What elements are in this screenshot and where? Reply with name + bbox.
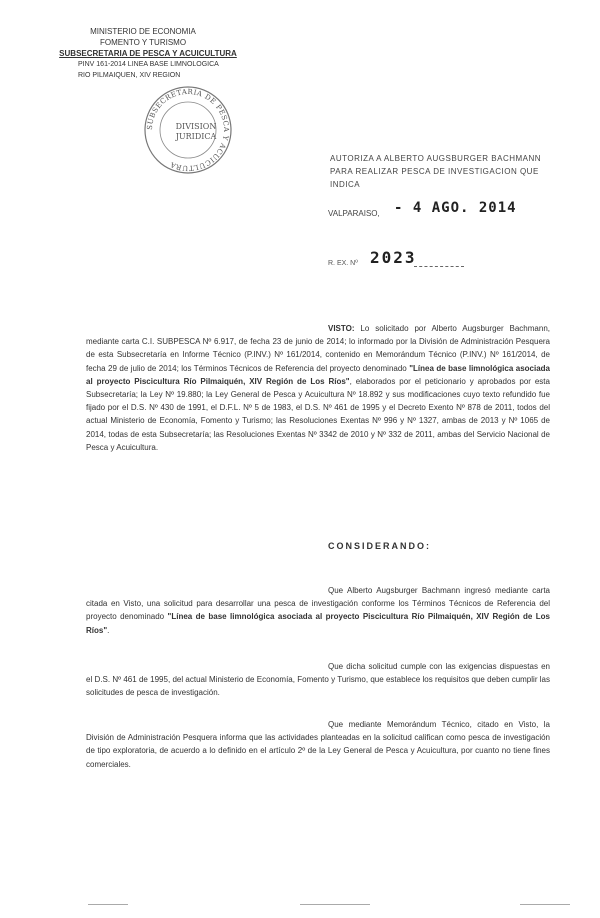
stamp-center-line2: JURIDICA [175, 132, 217, 141]
letterhead-ministry: MINISTERIO DE ECONOMIA [90, 27, 196, 36]
footer-mark [88, 904, 128, 905]
letterhead-ministry-sub: FOMENTO Y TURISMO [99, 38, 187, 47]
footer-mark [520, 904, 570, 905]
resolution-label: R. EX. Nº [328, 260, 358, 267]
stamp-center [170, 122, 222, 142]
stamp-center-line1: DIVISION [175, 122, 217, 131]
letterhead [58, 26, 248, 81]
considerando-p1-project: "Línea de base limnológica asociada al proyecto Piscicultura Río Pilmaiquén, XIV Región de Los Ríos" [86, 612, 550, 635]
visto-label: VISTO: [328, 324, 355, 333]
considerando-p3-text: Que mediante Memorándum Técnico, citado en Visto, la División de Administración Pesquera informa que las actividades planteadas en la solicitud califican como pesca de investigación de tipo exploratoria, de acuerdo a lo definido en el artículo 2º de la Ley General de Pesca y Acuicultura, por cuanto no tiene fines comerciales. [86, 720, 550, 769]
visto-paragraph [86, 322, 550, 454]
footer-scan-marks [0, 900, 600, 910]
resolution-number-line [328, 248, 528, 274]
footer-mark [300, 904, 370, 905]
resolution-number: 2023 [370, 248, 417, 267]
visto-project-name: "Línea de base limnológica asociada al proyecto Piscicultura Río Pilmaiquén, XIV Región de Los Ríos" [86, 363, 551, 386]
date-line [328, 200, 528, 224]
visto-text-b: , elaborados por el peticionario y aprobados por esta Subsecretaría; la Ley Nº 19.880; la Ley General de Pesca y Acuicultura Nº 18.892 y sus modificaciones cuyo texto refundido fue fijado por el D.S. Nº 430 de 1991, el D.F.L. Nº 5 de 1983, el D.S. Nº 461 de 1995 y el Decreto Exento Nº 878 de 2011, todos del actual Ministerio de Economía, Fomento y Turismo; las Resoluciones Exentas Nº 996 y Nº 1327, ambas de 2013 y Nº 1065 de 2014, todas de esta Subsecretaría; las Resoluciones Exentas Nº 3342 de 2010 y Nº 332 de 2011, ambas del Servicio Nacional de Pesca y Acuicultura. [86, 376, 550, 452]
visto-text-a: Lo solicitado por Alberto Augsburger Bachmann, mediante carta C.I. SUBPESCA Nº 6.917, de fecha 23 de junio de 2014; lo informado por la División de Administración Pesquera de esta Subsecretaría en Informe Técnico (P.INV.) Nº 161/2014, contenido en Memorándum Técnico (P.INV.) Nº 161/2014, de fecha 29 de julio de 2014; los Términos Técnicos de Referencia del proyecto denominado [86, 324, 550, 373]
considerando-p2-text: Que dicha solicitud cumple con las exigencias dispuestas en el D.S. Nº 461 de 1995, del actual Ministerio de Economía, Fomento y Turismo, que establece los requisitos que deben cumplir las solicitudes de pesca de investigación. [86, 662, 550, 698]
considerando-paragraph-3 [86, 718, 550, 771]
considerando-p1-a: Que Alberto Augsburger Bachmann ingresó mediante carta citada en Visto, una solicitud para desarrollar una pesca de investigación conforme los Términos Técnicos de Referencia del proyecto denominado [86, 586, 550, 622]
considerando-heading: CONSIDERANDO: [328, 541, 432, 551]
letterhead-location: RIO PILMAIQUEN, XIV REGION [78, 72, 181, 79]
subject-heading: AUTORIZA A ALBERTO AUGSBURGER BACHMANN PARA REALIZAR PESCA DE INVESTIGACION QUE INDICA [330, 154, 542, 189]
date-stamp: - 4 AGO. 2014 [394, 200, 517, 216]
letterhead-subsecretaria: SUBSECRETARIA DE PESCA Y ACUICULTURA [59, 49, 237, 58]
stamp-ring-text: SUBSECRETARIA DE PESCA Y ACUICULTURA [145, 87, 231, 173]
considerando-paragraph-2 [86, 660, 550, 700]
considerando-paragraph-1 [86, 584, 550, 637]
letterhead-reference: PINV 161-2014 LINEA BASE LIMNOLOGICA [78, 61, 219, 68]
date-place: VALPARAISO, [328, 209, 380, 218]
considerando-p1-b: . [107, 625, 110, 635]
resolution-underline [414, 266, 464, 267]
